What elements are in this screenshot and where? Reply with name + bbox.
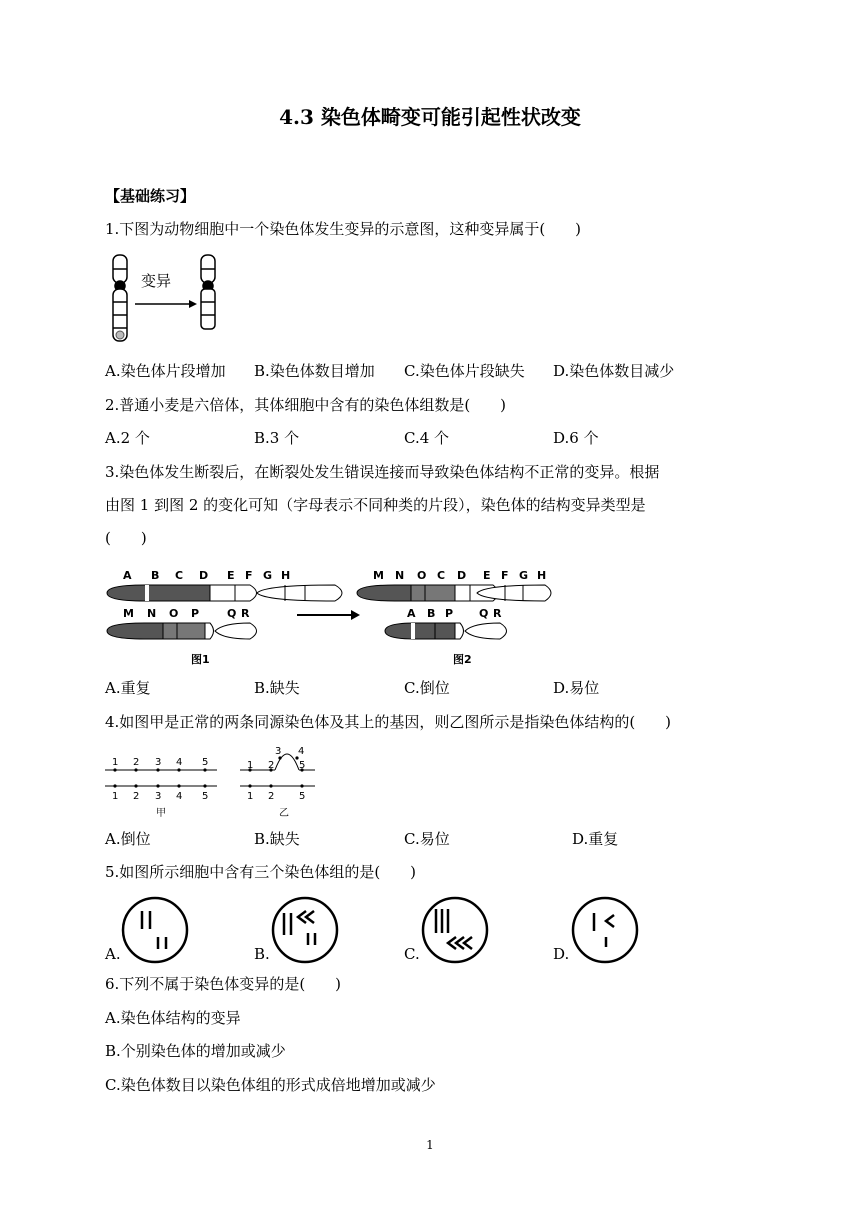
- svg-text:C: C: [437, 569, 446, 582]
- svg-text:P: P: [445, 607, 454, 620]
- mutated-chromosome: [201, 255, 215, 329]
- svg-text:5: 5: [202, 791, 209, 802]
- page-title: 4.3 染色体畸变可能引起性状改变: [279, 105, 581, 129]
- q3-option-c[interactable]: C.倒位: [404, 679, 450, 697]
- question-2-stem: 2.普通小麦是六倍体，其体细胞中含有的染色体组数是( ): [105, 396, 507, 414]
- svg-text:N: N: [147, 607, 157, 620]
- svg-text:1: 1: [247, 791, 254, 802]
- fig1-caption: 图1: [191, 653, 210, 666]
- q3-option-b[interactable]: B.缺失: [254, 679, 300, 697]
- svg-text:2: 2: [133, 791, 140, 802]
- svg-text:O: O: [169, 607, 179, 620]
- svg-text:1: 1: [112, 791, 119, 802]
- svg-text:O: O: [417, 569, 427, 582]
- svg-text:F: F: [245, 569, 253, 582]
- cell-a[interactable]: [120, 895, 190, 965]
- svg-text:5: 5: [299, 791, 306, 802]
- svg-text:D: D: [199, 569, 209, 582]
- q5-option-d[interactable]: D.: [553, 945, 570, 963]
- question-1-stem: 1.下图为动物细胞中一个染色体发生变异的示意图，这种变异属于( ): [105, 220, 582, 238]
- q6-option-c[interactable]: C.染色体数目以染色体组的形式成倍地增加或减少: [105, 1076, 436, 1094]
- svg-text:2: 2: [133, 757, 140, 768]
- svg-text:C: C: [175, 569, 184, 582]
- svg-text:Q: Q: [479, 607, 489, 620]
- q3-option-a[interactable]: A.重复: [105, 679, 151, 697]
- svg-text:F: F: [501, 569, 509, 582]
- svg-text:A: A: [407, 607, 416, 620]
- question-3-stem-line1: 3.染色体发生断裂后，在断裂处发生错误连接而导致染色体结构不正常的变异。根据: [105, 463, 660, 481]
- svg-text:Q: Q: [227, 607, 237, 620]
- q2-option-d[interactable]: D.6 个: [553, 429, 599, 447]
- q2-option-c[interactable]: C.4 个: [404, 429, 450, 447]
- svg-text:B: B: [427, 607, 436, 620]
- yi-bottom-numbers: [247, 791, 305, 802]
- question-6-stem: 6.下列不属于染色体变异的是( ): [105, 975, 342, 993]
- svg-text:A: A: [123, 569, 132, 582]
- fig1-chromosome-top: [107, 585, 342, 601]
- cell-d[interactable]: [570, 895, 640, 965]
- svg-text:4: 4: [298, 746, 305, 757]
- svg-text:H: H: [537, 569, 547, 582]
- q5-option-a[interactable]: A.: [105, 945, 121, 963]
- q4-option-b[interactable]: B.缺失: [254, 830, 300, 848]
- svg-text:P: P: [191, 607, 200, 620]
- original-chromosome: [113, 255, 127, 341]
- jia-diagram: [105, 770, 217, 786]
- svg-text:G: G: [263, 569, 273, 582]
- q6-option-b[interactable]: B.个别染色体的增加或减少: [105, 1042, 286, 1060]
- svg-text:4: 4: [176, 791, 183, 802]
- fig2-top-labels: [373, 569, 546, 582]
- svg-text:3: 3: [155, 757, 162, 768]
- question-5-stem: 5.如图所示细胞中含有三个染色体组的是( ): [105, 863, 417, 881]
- svg-text:N: N: [395, 569, 405, 582]
- svg-text:5: 5: [202, 757, 209, 768]
- question-3-stem-line3: ( ): [105, 529, 147, 547]
- svg-text:D: D: [457, 569, 467, 582]
- svg-text:2: 2: [268, 791, 275, 802]
- fig1-bottom-labels: [123, 607, 250, 620]
- cell-b[interactable]: [270, 895, 340, 965]
- q2-option-a[interactable]: A.2 个: [105, 429, 150, 447]
- q1-option-b[interactable]: B.染色体数目增加: [254, 362, 375, 380]
- fig1-chromosome-bottom: [107, 623, 257, 639]
- q5-option-b[interactable]: B.: [254, 945, 270, 963]
- svg-text:R: R: [493, 607, 502, 620]
- q3-option-d[interactable]: D.易位: [553, 679, 600, 697]
- jia-dots: [113, 768, 206, 787]
- fig2-chromosome-bottom: [385, 623, 507, 639]
- q6-option-a[interactable]: A.染色体结构的变异: [105, 1009, 241, 1027]
- q4-option-c[interactable]: C.易位: [404, 830, 450, 848]
- q3-translocation-figure: [105, 563, 565, 668]
- question-4-stem: 4.如图甲是正常的两条同源染色体及其上的基因，则乙图所示是指染色体结构的( ): [105, 713, 672, 731]
- svg-text:2: 2: [268, 760, 275, 771]
- svg-text:G: G: [519, 569, 529, 582]
- svg-text:E: E: [227, 569, 235, 582]
- fig1-top-labels: [123, 569, 290, 582]
- svg-text:3: 3: [155, 791, 162, 802]
- mutation-label: 变异: [141, 272, 172, 290]
- fig2-caption: 图2: [453, 653, 472, 666]
- q1-option-d[interactable]: D.染色体数目减少: [553, 362, 675, 380]
- svg-text:4: 4: [176, 757, 183, 768]
- question-3-stem-line2: 由图 1 到图 2 的变化可知（字母表示不同种类的片段），染色体的结构变异类型是: [105, 496, 646, 514]
- q4-gene-figure: [105, 744, 320, 822]
- q2-option-b[interactable]: B.3 个: [254, 429, 300, 447]
- cell-c[interactable]: [420, 895, 490, 965]
- fig2-chromosome-top: [357, 585, 551, 601]
- jia-caption: 甲: [156, 808, 166, 819]
- q1-chromosome-figure: [105, 252, 225, 348]
- svg-text:3: 3: [275, 746, 282, 757]
- q1-option-c[interactable]: C.染色体片段缺失: [404, 362, 525, 380]
- svg-text:1: 1: [247, 760, 254, 771]
- svg-text:5: 5: [299, 760, 306, 771]
- svg-text:R: R: [241, 607, 250, 620]
- q5-option-c[interactable]: C.: [404, 945, 420, 963]
- yi-caption: 乙: [279, 808, 289, 819]
- q4-option-d[interactable]: D.重复: [572, 830, 619, 848]
- jia-bottom-numbers: [112, 791, 208, 802]
- svg-text:B: B: [151, 569, 160, 582]
- svg-text:E: E: [483, 569, 491, 582]
- q1-option-a[interactable]: A.染色体片段增加: [105, 362, 226, 380]
- q4-option-a[interactable]: A.倒位: [105, 830, 151, 848]
- svg-text:H: H: [281, 569, 291, 582]
- svg-text:1: 1: [112, 757, 119, 768]
- svg-text:M: M: [123, 607, 134, 620]
- page-number: 1: [426, 1138, 434, 1152]
- jia-top-numbers: [112, 757, 208, 768]
- fig2-bottom-labels: [407, 607, 502, 620]
- section-heading: 【基础练习】: [105, 187, 196, 205]
- svg-text:M: M: [373, 569, 384, 582]
